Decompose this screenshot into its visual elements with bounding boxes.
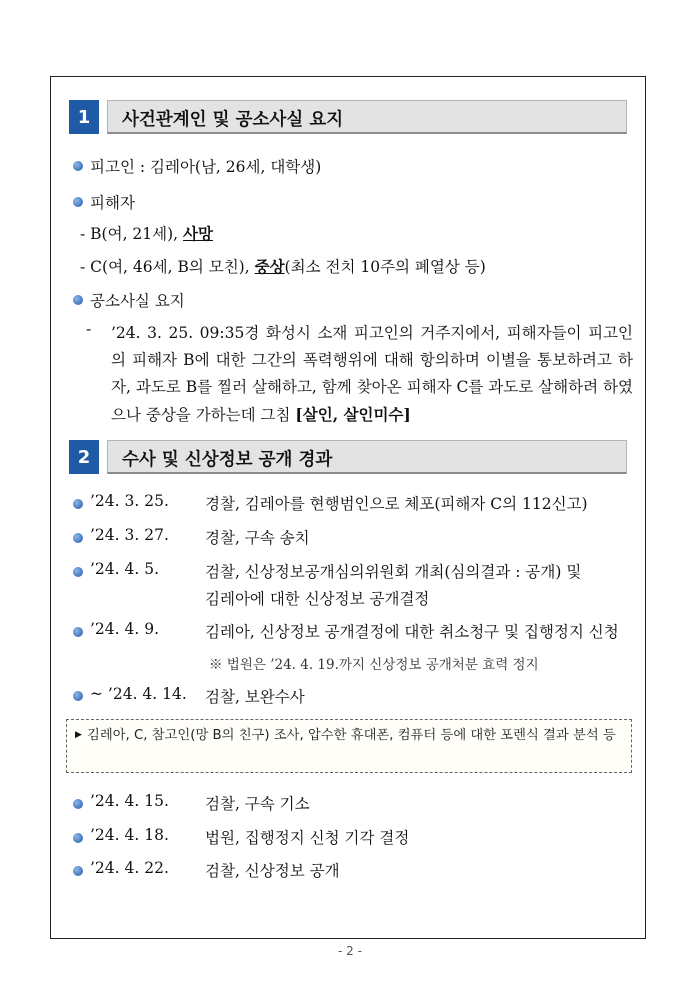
bullet-icon <box>73 833 83 843</box>
bullet-icon <box>73 627 83 637</box>
timeline-date: ’24. 3. 25. <box>90 492 169 510</box>
timeline-text: 경찰, 구속 송치 <box>205 529 310 547</box>
bullet-icon <box>73 533 83 543</box>
timeline-text: 김레아, 신상정보 공개결정에 대한 취소청구 및 집행정지 신청 <box>205 623 619 641</box>
timeline-text: 검찰, 보완수사 <box>205 688 305 706</box>
timeline-date: ~ ’24. 4. 14. <box>90 685 187 703</box>
section-title: 사건관계인 및 공소사실 요지 <box>122 110 344 130</box>
bullet-icon <box>73 161 83 171</box>
section-title-bar <box>107 440 627 474</box>
bullet-icon <box>73 197 83 207</box>
timeline-date: ’24. 4. 5. <box>90 560 160 578</box>
timeline-date: ’24. 4. 9. <box>90 620 160 638</box>
victim-c <box>80 255 486 277</box>
summary-label: 공소사실 요지 <box>90 292 185 310</box>
supplementary-investigation-box <box>66 719 632 773</box>
timeline-text: 검찰, 신상정보 공개 <box>205 862 340 880</box>
timeline-text-cont: 김레아에 대한 신상정보 공개결정 <box>205 590 430 608</box>
victim-b <box>80 222 213 244</box>
bullet-icon <box>73 866 83 876</box>
timeline-text: 검찰, 신상정보공개심의위원회 개최(심의결과 : 공개) 및 <box>205 563 582 581</box>
timeline-text: 법원, 집행정지 신청 기각 결정 <box>205 829 410 847</box>
summary-charge: [살인, 살인미수] <box>295 405 411 424</box>
section-2-header <box>69 440 627 474</box>
bullet-icon <box>73 499 83 509</box>
bullet-icon <box>73 295 83 305</box>
accused-info: 피고인 : 김레아(남, 26세, 대학생) <box>90 158 322 176</box>
bullet-icon <box>73 567 83 577</box>
summary-dash: - <box>86 320 92 338</box>
section-1-header <box>69 100 627 134</box>
timeline-date: ’24. 4. 22. <box>90 859 169 877</box>
victim-b-text: - B(여, 21세), <box>80 225 184 243</box>
victim-c-injury: (최소 전치 10주의 폐열상 등) <box>284 258 486 276</box>
victim-c-text: - C(여, 46세, B의 모친), <box>80 258 255 276</box>
triangle-bullet-icon: ▶ <box>75 730 82 740</box>
timeline-date: ’24. 4. 15. <box>90 792 169 810</box>
timeline-note: ※ 법원은 ’24. 4. 19.까지 신상정보 공개처분 효력 정지 <box>209 657 539 673</box>
bullet-icon <box>73 799 83 809</box>
victim-c-status: 중상 <box>254 257 285 276</box>
timeline-text: 경찰, 김레아를 현행범인으로 체포(피해자 C의 112신고) <box>205 495 588 513</box>
timeline-text: 검찰, 구속 기소 <box>205 795 310 813</box>
box-text: 김레아, C, 참고인(망 B의 친구) 조사, 압수한 휴대폰, 컴퓨터 등에 대한 포렌식 결과 분석 등 <box>87 728 616 743</box>
bullet-icon <box>73 691 83 701</box>
victim-label: 피해자 <box>90 194 135 212</box>
section-number: 2 <box>69 440 99 474</box>
timeline-date: ’24. 3. 27. <box>90 526 169 544</box>
summary-paragraph <box>111 320 633 429</box>
timeline-date: ’24. 4. 18. <box>90 826 169 844</box>
page-number: - 2 - <box>338 944 362 958</box>
section-number: 1 <box>69 100 99 134</box>
section-title: 수사 및 신상정보 공개 경과 <box>122 450 333 470</box>
section-title-bar <box>107 100 627 134</box>
summary-text: ’24. 3. 25. 09:35경 화성시 소재 피고인의 거주지에서, 피해자들이 피고인의 피해자 B에 대한 그간의 폭력행위에 대해 항의하며 이별을 통보하려고 하자, 과도로 B를 찔러 살해하고, 함께 찾아온 피해자 C를 과도로 살해하려 하였으나 중상을 가하는데 그침 <box>111 324 633 424</box>
victim-b-status: 사망 <box>183 224 213 243</box>
